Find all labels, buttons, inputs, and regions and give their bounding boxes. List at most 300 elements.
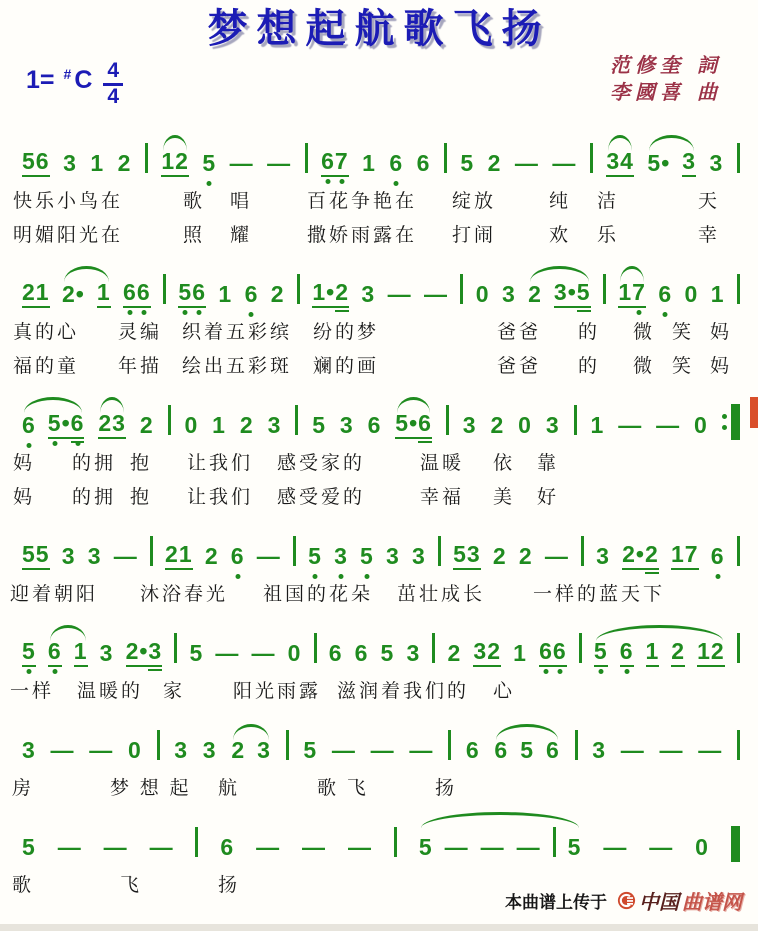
slur-group — [98, 412, 126, 439]
note: 3 — [267, 412, 282, 438]
lyric-segment: 的 — [578, 322, 601, 343]
rest-note: 0 — [475, 281, 490, 307]
lyric-segment: 祖国的花朵 — [263, 584, 374, 605]
barline — [446, 405, 449, 435]
note: 6 — [328, 640, 343, 666]
duration-dash: — — [215, 640, 240, 666]
note: 6 — [230, 543, 245, 569]
lyric-segment: 妈 — [13, 487, 36, 508]
lyric-segment: 的拥 — [72, 487, 117, 508]
note: 5 — [594, 640, 608, 667]
slur-group — [594, 640, 725, 667]
site-logo — [617, 886, 742, 915]
barline — [168, 405, 171, 435]
note: 2 — [139, 412, 154, 438]
lyrics-row — [0, 579, 758, 606]
note: 2 — [117, 150, 132, 176]
barline — [575, 730, 578, 760]
lyric-segment: 快乐小鸟在 — [13, 191, 124, 212]
barline — [444, 143, 447, 173]
lyric-segment: 斓的画 — [313, 356, 380, 377]
lyric-segment: 茁壮成长 — [397, 584, 486, 605]
lyric-segment: 年描 — [118, 356, 163, 377]
lyric-segment: 微 — [633, 356, 656, 377]
note: 3 — [339, 412, 354, 438]
slur-group — [419, 827, 582, 861]
note: 5 • — [647, 150, 671, 176]
duration-dash: — — [50, 737, 75, 763]
note: 2 3 — [98, 412, 126, 439]
barline — [581, 536, 584, 566]
beam-group — [622, 543, 659, 570]
note: 3 — [596, 543, 610, 569]
lyric-segment: 心 — [493, 681, 516, 702]
scan-artifact — [750, 397, 758, 428]
note: 5 — [202, 150, 217, 176]
key-note: C — [74, 66, 93, 94]
barline — [432, 633, 435, 663]
note: 5 — [520, 737, 534, 763]
note: 5 5 — [22, 543, 50, 570]
lyric-segment: 一样的蓝天下 — [533, 584, 666, 605]
note: 3 4 — [606, 150, 634, 177]
note: 5 — [312, 412, 326, 438]
note: 5 — [418, 834, 433, 860]
note: 6 — [48, 640, 62, 667]
site-name-dark: 中国 — [639, 892, 679, 914]
note: 5 6 — [22, 150, 50, 177]
slur-group — [606, 150, 634, 177]
lyric-segment: 扬 — [218, 875, 241, 896]
note: 6 — [710, 543, 725, 569]
barline — [314, 633, 317, 663]
note: 3 — [411, 543, 426, 569]
note: 3 — [61, 543, 76, 569]
note: 3 — [63, 150, 77, 176]
note: 2 — [335, 281, 349, 308]
lyric-segment: 爸爸 — [497, 322, 542, 343]
note: 3 — [406, 640, 421, 666]
scan-edge — [0, 924, 758, 931]
barline — [448, 730, 451, 760]
lyric-segment: 笑 — [672, 322, 695, 343]
beam-group — [312, 281, 349, 308]
note: 6 6 — [123, 281, 151, 308]
note: 1 7 — [671, 543, 699, 570]
note: 3 — [682, 150, 696, 177]
lyricist-credit: 范修奎 詞 — [610, 53, 722, 77]
notation-row — [0, 253, 758, 310]
lyric-segment: 妈 — [710, 356, 733, 377]
duration-dash: — — [347, 834, 372, 860]
lyric-segment: 家 — [163, 681, 186, 702]
duration-dash: — — [89, 737, 114, 763]
note: 3 — [99, 640, 114, 666]
lyric-segment: 歌 — [12, 875, 35, 896]
note: 3 — [386, 543, 400, 569]
key-prefix: 1= — [26, 66, 55, 94]
time-bottom: 4 — [107, 85, 120, 109]
duration-dash: — — [514, 150, 539, 176]
lyric-segment: 纷的梦 — [313, 322, 380, 343]
duration-dash: — — [103, 834, 128, 860]
music-line — [0, 709, 758, 800]
barline — [295, 405, 298, 435]
barline — [157, 730, 160, 760]
lyric-segment: 温暖 — [420, 453, 465, 474]
lyric-segment: 歌 — [183, 191, 206, 212]
note: 6 — [71, 412, 85, 439]
key-signature — [26, 59, 123, 109]
note: 2 — [487, 150, 502, 176]
barline — [145, 143, 148, 173]
site-name-red: 曲谱网 — [682, 892, 742, 914]
duration-dash: — — [302, 834, 327, 860]
beam-group — [395, 412, 432, 439]
duration-dash: — — [331, 737, 356, 763]
slur-group — [494, 739, 559, 764]
note: 5 — [189, 640, 204, 666]
lyric-segment: 百花争艳在 — [307, 191, 418, 212]
lyric-segment: 绘出五彩斑 — [182, 356, 293, 377]
duration-dash: — — [649, 834, 674, 860]
music-line — [0, 253, 758, 378]
note: 5 — [22, 640, 36, 667]
note: 3 — [334, 543, 348, 569]
note: 2 — [518, 543, 533, 569]
barline — [737, 274, 740, 304]
note: 6 — [545, 737, 560, 763]
note: 1 — [218, 281, 233, 307]
lyric-segment: 抱 — [130, 487, 153, 508]
note: 3 — [462, 412, 477, 438]
lyric-segment: 温暖的 — [77, 681, 144, 702]
lyric-segment: 灵编 — [118, 322, 163, 343]
barline — [286, 730, 289, 760]
note: 2 — [645, 543, 659, 570]
duration-dash: — — [618, 412, 643, 438]
slur-group — [62, 281, 111, 308]
music-line — [0, 515, 758, 606]
lyric-segment: 照 — [183, 225, 206, 246]
credits — [610, 52, 722, 106]
note: 1 — [97, 281, 111, 308]
duration-dash: — — [256, 834, 281, 860]
barline — [150, 536, 153, 566]
final-barline — [731, 829, 740, 859]
note: 3 — [174, 737, 189, 763]
barline — [438, 536, 441, 566]
note: 6 — [416, 150, 431, 176]
note: 1 • — [312, 281, 335, 308]
lyric-segment: 沐浴春光 — [140, 584, 229, 605]
page-title: 梦想起航歌飞扬 — [207, 7, 551, 51]
duration-dash: — — [444, 834, 469, 860]
lyric-segment: 依 — [493, 453, 516, 474]
note: 2 1 — [165, 543, 193, 570]
note: 2 — [528, 281, 542, 307]
note: 3 — [545, 412, 560, 438]
note: 5 — [460, 150, 475, 176]
lyric-segment: 感受爱的 — [277, 487, 366, 508]
time-signature — [103, 60, 123, 108]
lyric-segment: 迎着朝阳 — [10, 584, 99, 605]
slur-group — [618, 281, 646, 308]
notation-row — [0, 709, 758, 766]
note: 1 2 — [161, 150, 189, 177]
notation-row — [0, 612, 758, 669]
note: 2 — [239, 412, 254, 438]
lyrics-row — [0, 448, 758, 475]
lyric-segment: 爸爸 — [497, 356, 542, 377]
barline — [163, 274, 166, 304]
time-top: 4 — [103, 60, 123, 86]
slur-group — [161, 150, 189, 177]
note: 2 — [447, 640, 462, 666]
duration-dash: — — [251, 640, 276, 666]
lyric-segment: 欢 — [549, 225, 572, 246]
lyric-segment: 好 — [537, 487, 560, 508]
note: 5 6 — [178, 281, 206, 308]
note: 6 — [465, 737, 480, 763]
duration-dash: — — [603, 834, 628, 860]
note: 6 — [658, 281, 673, 307]
duration-dash: — — [516, 834, 541, 860]
rest-note: 0 — [694, 412, 708, 438]
lyric-segment: 明媚阳光在 — [13, 225, 124, 246]
lyric-segment: 让我们 — [187, 487, 254, 508]
note: 6 — [494, 737, 509, 763]
barline — [195, 827, 198, 857]
note: 6 — [354, 640, 369, 666]
note: 2 — [204, 543, 219, 569]
note: 5 — [303, 737, 318, 763]
note: 3 — [22, 737, 36, 763]
beam-group — [126, 640, 163, 667]
slur-group — [22, 412, 84, 439]
barline — [737, 143, 740, 173]
barline — [590, 143, 593, 173]
lyric-segment: 阳光雨露 — [233, 681, 322, 702]
note: 1 — [90, 150, 105, 176]
header-meta — [0, 52, 758, 120]
notation-row — [0, 515, 758, 572]
note: 5 • — [48, 412, 71, 439]
rest-note: 0 — [184, 412, 199, 438]
note: 1 — [362, 150, 376, 176]
repeat-end-barline — [722, 407, 740, 437]
note: 2 — [671, 640, 685, 667]
note: 5 — [380, 640, 395, 666]
note: 1 2 — [697, 640, 725, 667]
lyrics-row — [0, 351, 758, 378]
lyric-segment: 打闹 — [452, 225, 497, 246]
duration-dash: — — [552, 150, 577, 176]
note: 1 — [513, 640, 527, 666]
barline — [174, 633, 177, 663]
lyric-segment: 洁 — [597, 191, 620, 212]
duration-dash: — — [698, 737, 723, 763]
note: 3 — [202, 737, 217, 763]
note: 6 — [418, 412, 432, 439]
lyric-segment: 歌 飞 — [317, 778, 369, 799]
duration-dash: — — [659, 737, 684, 763]
lyric-segment: 的拥 — [72, 453, 117, 474]
note: 1 — [646, 640, 660, 667]
lyric-segment: 妈 — [710, 322, 733, 343]
music-line — [0, 122, 758, 247]
note: 6 — [220, 834, 235, 860]
note: 5 — [567, 834, 582, 860]
lyric-segment: 让我们 — [187, 453, 254, 474]
lyric-segment: 真的心 — [13, 322, 80, 343]
lyric-segment: 乐 — [597, 225, 620, 246]
note: 5 — [577, 281, 591, 308]
music-line — [0, 612, 758, 703]
lyric-segment: 感受家的 — [277, 453, 366, 474]
barline — [603, 274, 606, 304]
note: 1 — [590, 412, 605, 438]
slur-group — [231, 739, 271, 764]
duration-dash: — — [149, 834, 174, 860]
lyric-segment: 天 — [698, 191, 721, 212]
rest-note: 0 — [287, 640, 302, 666]
red-disc-icon — [617, 891, 636, 910]
note: 3 2 — [473, 640, 501, 667]
note: 2 — [492, 543, 507, 569]
duration-dash: — — [656, 412, 681, 438]
duration-dash: — — [423, 281, 448, 307]
note: 2 1 — [22, 281, 50, 308]
slur-group — [48, 640, 88, 667]
lyric-segment: 的 — [578, 356, 601, 377]
note: 3 — [592, 737, 607, 763]
note: 1 — [74, 640, 88, 667]
lyric-segment: 幸 — [698, 225, 721, 246]
lyric-segment: 福的童 — [13, 356, 80, 377]
note: 2 — [231, 737, 246, 763]
lyrics-row — [0, 220, 758, 247]
note: 6 7 — [321, 150, 349, 177]
note: 6 — [367, 412, 382, 438]
note: 3 — [257, 737, 271, 763]
barline — [394, 827, 397, 857]
notation-row — [0, 384, 758, 441]
barline — [574, 405, 577, 435]
duration-dash: — — [267, 150, 292, 176]
duration-dash: — — [620, 737, 645, 763]
note: 3 — [709, 150, 724, 176]
upload-note: 本曲谱上传于 — [505, 893, 607, 912]
barline — [305, 143, 308, 173]
duration-dash: — — [113, 543, 138, 569]
lyric-segment: 耀 — [230, 225, 253, 246]
lyrics-row — [0, 676, 758, 703]
duration-dash: — — [480, 834, 505, 860]
lyric-segment: 梦 想 起 — [110, 778, 192, 799]
duration-dash: — — [544, 543, 569, 569]
music-line — [0, 384, 758, 509]
duration-dash: — — [256, 543, 281, 569]
lyric-segment: 抱 — [130, 453, 153, 474]
duration-dash: — — [57, 834, 82, 860]
note: 6 6 — [539, 640, 567, 667]
slur-group — [395, 412, 432, 439]
note: 2 — [490, 412, 505, 438]
lyrics-row — [0, 186, 758, 213]
note: 6 — [620, 640, 634, 667]
barline — [737, 536, 740, 566]
beam-group — [48, 412, 85, 439]
rest-note: 0 — [128, 737, 142, 763]
duration-dash: — — [409, 737, 434, 763]
note: 1 — [710, 281, 725, 307]
score — [0, 122, 758, 897]
lyric-segment: 笑 — [672, 356, 695, 377]
beam-group — [554, 281, 591, 308]
note: 5 — [308, 543, 322, 569]
lyric-segment: 一样 — [10, 681, 55, 702]
rest-note: 0 — [684, 281, 699, 307]
duration-dash: — — [229, 150, 254, 176]
lyrics-row — [0, 773, 758, 800]
lyric-segment: 撒娇雨露在 — [307, 225, 418, 246]
lyric-segment: 微 — [633, 322, 656, 343]
note: 5 — [22, 834, 36, 860]
note: 6 — [389, 150, 404, 176]
note: 5 3 — [453, 543, 481, 570]
rest-note: 0 — [695, 834, 709, 860]
lyric-segment: 妈 — [13, 453, 36, 474]
note: 2 — [270, 281, 285, 307]
note: 5 • — [395, 412, 418, 439]
barline — [737, 730, 740, 760]
note: 2 • — [622, 543, 645, 570]
notation-row — [0, 806, 758, 863]
lyric-segment: 飞 — [120, 875, 143, 896]
barline — [737, 633, 740, 663]
lyric-segment: 房 — [12, 778, 35, 799]
lyrics-row — [0, 482, 758, 509]
lyric-segment: 唱 — [230, 191, 253, 212]
lyric-segment: 纯 — [549, 191, 572, 212]
barline — [293, 536, 296, 566]
note: 6 — [22, 412, 36, 438]
composer-credit: 李國喜 曲 — [610, 80, 722, 104]
lyric-segment: 美 — [493, 487, 516, 508]
note: 1 — [212, 412, 226, 438]
duration-dash: — — [370, 737, 395, 763]
note: 5 — [360, 543, 374, 569]
note: 3 • — [554, 281, 577, 308]
note: 3 — [87, 543, 102, 569]
lyric-segment: 绽放 — [452, 191, 497, 212]
barline — [579, 633, 582, 663]
note: 3 — [501, 281, 516, 307]
note: 3 — [361, 281, 376, 307]
note: 1 7 — [618, 281, 646, 308]
note: 6 — [244, 281, 259, 307]
lyric-segment: 织着五彩缤 — [182, 322, 293, 343]
lyric-segment: 扬 — [435, 778, 458, 799]
barline — [460, 274, 463, 304]
sharp-accidental: # — [63, 66, 72, 82]
lyric-segment: 航 — [218, 778, 241, 799]
slur-group — [647, 150, 696, 177]
duration-dash: — — [387, 281, 412, 307]
note: 3 — [148, 640, 162, 667]
lyric-segment: 幸福 — [420, 487, 465, 508]
